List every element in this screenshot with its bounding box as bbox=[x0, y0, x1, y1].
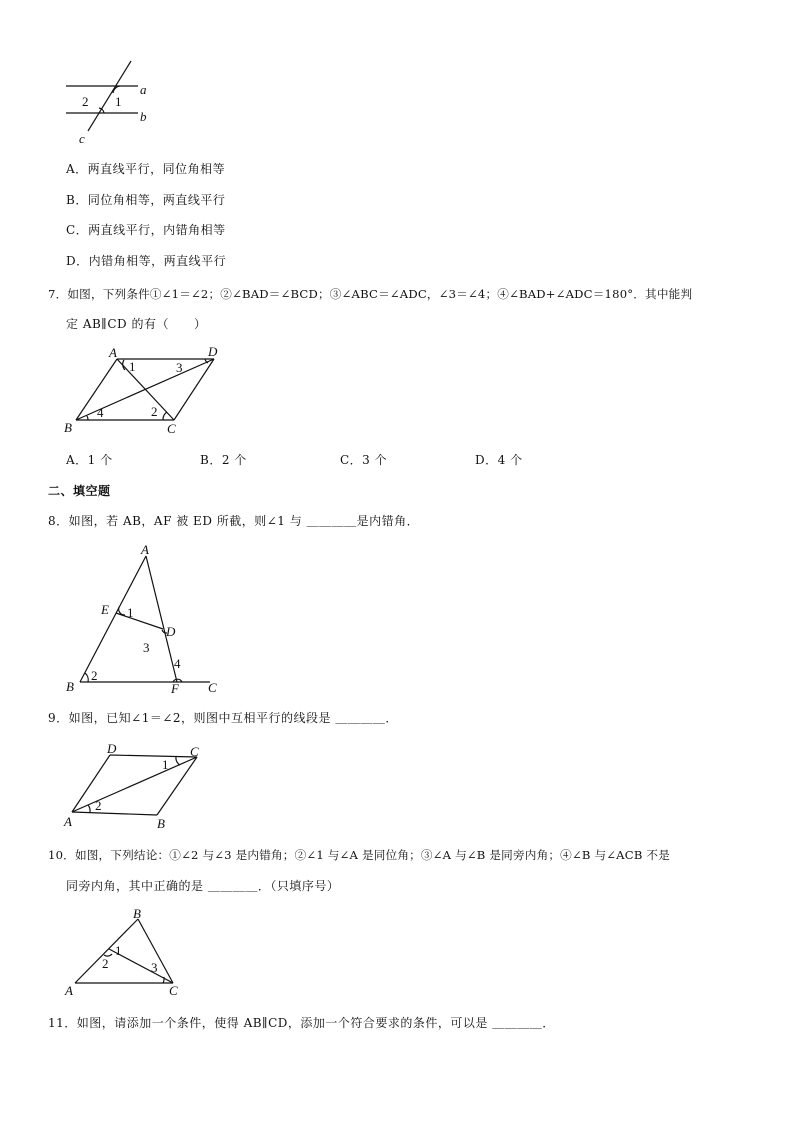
svg-text:D: D bbox=[166, 624, 176, 639]
svg-text:4: 4 bbox=[174, 656, 181, 671]
q6-option-b[interactable]: B．同位角相等，两直线平行 bbox=[66, 193, 226, 207]
svg-text:3: 3 bbox=[143, 640, 150, 655]
label-b: b bbox=[140, 109, 147, 124]
q6-option-d[interactable]: D．内错角相等，两直线平行 bbox=[66, 254, 227, 268]
label-a: a bbox=[140, 82, 147, 97]
q7-text-line1: 7．如图，下列条件①∠1＝∠2；②∠BAD＝∠BCD；③∠ABC＝∠ADC，∠3＝∠4；④∠BAD+∠ADC＝180°．其中能判 bbox=[48, 287, 693, 301]
svg-text:B: B bbox=[133, 906, 141, 921]
svg-text:C: C bbox=[190, 744, 199, 759]
q6-option-a[interactable]: A．两直线平行，同位角相等 bbox=[66, 162, 226, 176]
q9-text: 9．如图，已知∠1＝∠2，则图中互相平行的线段是 ＿＿＿＿． bbox=[48, 711, 398, 725]
svg-text:3: 3 bbox=[176, 360, 183, 375]
q8-text: 8．如图，若 AB，AF 被 ED 所截，则∠1 与 ＿＿＿＿是内错角． bbox=[48, 514, 420, 528]
svg-text:C: C bbox=[167, 421, 176, 436]
q11-text: 11．如图，请添加一个条件，使得 AB∥CD，添加一个符合要求的条件，可以是 ＿＿＿＿． bbox=[48, 1016, 555, 1030]
q10-text-line2: 同旁内角，其中正确的是 ＿＿＿＿．（只填序号） bbox=[66, 879, 340, 893]
svg-text:C: C bbox=[169, 983, 178, 998]
svg-text:B: B bbox=[64, 420, 72, 435]
svg-text:4: 4 bbox=[97, 405, 104, 420]
svg-text:C: C bbox=[208, 680, 217, 695]
angle-1-label: 1 bbox=[115, 94, 122, 109]
svg-text:1: 1 bbox=[115, 943, 122, 958]
svg-text:1: 1 bbox=[162, 757, 169, 772]
q6-option-c[interactable]: C．两直线平行，内错角相等 bbox=[66, 223, 226, 237]
section-title-fill-in: 二、填空题 bbox=[48, 484, 111, 498]
q7-option-d[interactable]: D．4 个 bbox=[475, 453, 523, 467]
svg-text:2: 2 bbox=[102, 956, 109, 971]
svg-text:A: A bbox=[65, 983, 73, 998]
svg-text:2: 2 bbox=[91, 668, 98, 683]
svg-text:1: 1 bbox=[129, 359, 136, 374]
svg-text:3: 3 bbox=[151, 960, 158, 975]
svg-text:E: E bbox=[101, 602, 109, 617]
svg-text:D: D bbox=[107, 741, 117, 756]
svg-text:F: F bbox=[171, 681, 179, 696]
svg-text:D: D bbox=[208, 344, 218, 359]
q7-option-c[interactable]: C．3 个 bbox=[340, 453, 388, 467]
angle-2-label: 2 bbox=[82, 94, 89, 109]
q10-text-line1: 10．如图，下列结论：①∠2 与∠3 是内错角；②∠1 与∠A 是同位角；③∠A 与∠B 是同旁内角；④∠B 与∠ACB 不是 bbox=[48, 848, 671, 862]
label-c: c bbox=[79, 131, 85, 146]
svg-text:A: A bbox=[64, 814, 72, 829]
svg-text:A: A bbox=[109, 345, 117, 360]
q7-text-line2: 定 AB∥CD 的有（ ） bbox=[66, 317, 207, 331]
q7-option-b[interactable]: B．2 个 bbox=[200, 453, 247, 467]
svg-text:2: 2 bbox=[95, 798, 102, 813]
svg-text:B: B bbox=[157, 816, 165, 831]
svg-text:2: 2 bbox=[151, 404, 158, 419]
svg-text:A: A bbox=[141, 542, 149, 557]
q7-option-a[interactable]: A．1 个 bbox=[66, 453, 113, 467]
svg-text:1: 1 bbox=[127, 605, 134, 620]
svg-text:B: B bbox=[66, 679, 74, 694]
